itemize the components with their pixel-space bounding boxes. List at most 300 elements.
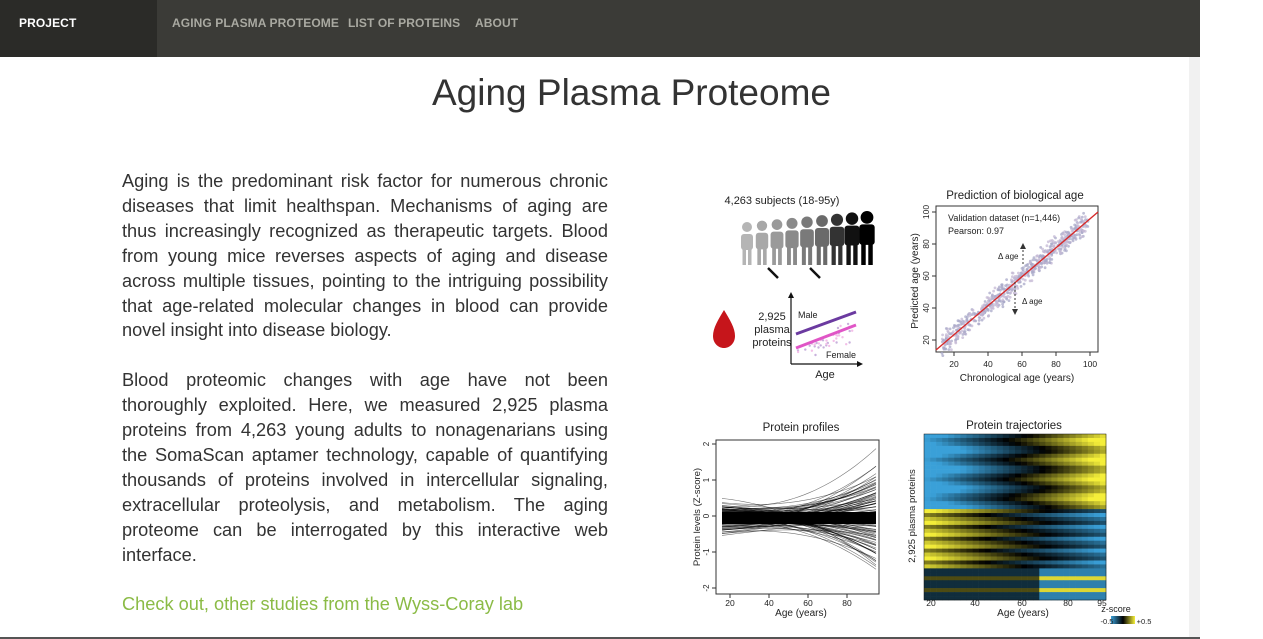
heatmap-cell [1003,553,1009,557]
proteins-word-plasma: plasma [754,324,790,336]
heatmap-cell [1051,533,1057,537]
heatmap-cell [954,477,960,481]
page-title: Aging Plasma Proteome [432,72,831,113]
heatmap-cell [1003,588,1009,592]
heatmap-cell [1045,477,1051,481]
heatmap-cell [1057,576,1063,580]
heatmap-cell [1051,481,1057,485]
heatmap-cell [991,557,997,561]
heatmap-cell [948,470,954,474]
blood-drop-icon [713,310,735,348]
heatmap-cell [1051,537,1057,541]
heatmap-cell [1045,529,1051,533]
person-head [801,217,812,228]
heatmap-cell [1021,458,1027,462]
heatmap-cell [1088,517,1094,521]
heatmap-cell [942,537,948,541]
heatmap-cell [960,517,966,521]
heatmap-cell [985,505,991,509]
heatmap-cell [948,509,954,513]
heatmap-cell [948,434,954,438]
heatmap-cell [1009,592,1015,596]
heatmap-cell [924,525,930,529]
heatmap-cell [979,493,985,497]
heatmap-cell [936,497,942,501]
lab-studies-link[interactable]: Check out, other studies from the Wyss-Coray lab [122,594,524,615]
heatmap-cell [966,470,972,474]
heatmap-cell [948,568,954,572]
heatmap-cell [1039,462,1045,466]
heatmap-cell [1064,580,1070,584]
heatmap-cell [936,477,942,481]
heatmap-cell [1033,529,1039,533]
prediction-dot [1044,266,1047,269]
prediction-dot [1060,251,1063,254]
heatmap-cell [936,576,942,580]
heatmap-cell [1070,517,1076,521]
heatmap-cell [1003,549,1009,553]
person-head [786,218,797,229]
heatmap-cell [1003,485,1009,489]
heatmap-cell [960,481,966,485]
heatmap-cell [1051,462,1057,466]
heatmap-cell [948,525,954,529]
prediction-dot [997,288,1000,291]
prediction-dot [1000,287,1003,290]
heatmap-cell [942,557,948,561]
heatmap-cell [930,501,936,505]
heatmap-cell [1057,474,1063,478]
heatmap-cell [1021,450,1027,454]
heatmap-cell [1076,509,1082,513]
heatmap-cell [1070,576,1076,580]
heatmap-cell [1070,505,1076,509]
heatmap-cell [942,541,948,545]
heatmap-cell [1003,474,1009,478]
heatmap-cell [1045,497,1051,501]
nav-aging-plasma-proteome[interactable]: AGING PLASMA PROTEOME [172,16,339,30]
heatmap-cell [1070,560,1076,564]
person-leg [778,247,782,265]
heatmap-cell [1094,560,1100,564]
heatmap-cell [1033,438,1039,442]
heatmap-cell [973,525,979,529]
heatmap-cell [966,497,972,501]
heatmap-cell [960,533,966,537]
heatmap-cell [1057,568,1063,572]
heatmap-cell [1051,572,1057,576]
heatmap-cell [1070,509,1076,513]
heatmap-cell [960,509,966,513]
heatmap-cell [1015,572,1021,576]
trajectories-title: Protein trajectories [966,420,1062,432]
heatmap-cell [1088,576,1094,580]
heatmap-cell [966,477,972,481]
prediction-dot [952,330,955,333]
heatmap-cell [1076,588,1082,592]
heatmap-cell [960,446,966,450]
heatmap-cell [973,454,979,458]
prediction-dot [988,292,991,295]
heatmap-cell [924,545,930,549]
nav-project-description[interactable]: PROJECT DESCRIPTION [0,0,157,57]
prediction-dot [945,327,948,330]
heatmap-cell [1070,438,1076,442]
heatmap-cell [966,481,972,485]
heatmap-cell [1045,450,1051,454]
heatmap-cell [1009,564,1015,568]
heatmap-cell [954,568,960,572]
x-tick-label: 95 [1097,598,1107,608]
prediction-dot [971,325,974,328]
heatmap-cell [1045,592,1051,596]
heatmap-cell [1094,517,1100,521]
heatmap-cell [979,549,985,553]
heatmap-cell [1082,497,1088,501]
heatmap-cell [960,454,966,458]
heatmap-cell [1003,442,1009,446]
heatmap-cell [973,533,979,537]
heatmap-cell [1070,434,1076,438]
prediction-dot [1062,232,1065,235]
profile-curves [722,449,876,570]
zscore-legend-bar [1111,616,1135,624]
prediction-dot [974,320,977,323]
heatmap-cell [1027,521,1033,525]
heatmap-cell [985,533,991,537]
heatmap-cell [960,580,966,584]
nav-about[interactable]: ABOUT [475,16,519,30]
heatmap-cell [1100,462,1106,466]
heatmap-cell [1045,517,1051,521]
person-icon [741,222,753,265]
heatmap-cell [997,525,1003,529]
heatmap-cell [985,493,991,497]
heatmap-cell [991,470,997,474]
y-tick-label: 2 [702,441,711,447]
heatmap-cell [991,450,997,454]
heatmap-cell [1009,572,1015,576]
person-leg [832,242,836,265]
heatmap-cell [1039,541,1045,545]
heatmap-cell [1051,553,1057,557]
heatmap-cell [1015,477,1021,481]
person-icon [785,218,798,265]
heatmap-cell [1100,545,1106,549]
heatmap-cell [973,557,979,561]
heatmap-cell [1076,576,1082,580]
heatmap-cell [942,450,948,454]
prediction-dot [952,326,955,329]
heatmap-cell [1051,545,1057,549]
heatmap-cell [1064,497,1070,501]
heatmap-cell [1076,442,1082,446]
heatmap-cell [1003,466,1009,470]
heatmap-cell [960,497,966,501]
prediction-dot [1043,251,1046,254]
heatmap-cell [924,584,930,588]
heatmap-cell [979,584,985,588]
heatmap-cell [973,497,979,501]
heatmap-cell [1082,513,1088,517]
heatmap-cell [1094,572,1100,576]
heatmap-cell [1088,481,1094,485]
heatmap-cell [1051,466,1057,470]
heatmap-cell [997,541,1003,545]
delta-age-bottom-label: Δ age [1022,297,1043,306]
prediction-dot [1017,272,1020,275]
heatmap-cell [936,450,942,454]
heatmap-cell [1057,434,1063,438]
heatmap-cell [1076,553,1082,557]
prediction-dot [1006,292,1009,295]
heatmap-cell [942,525,948,529]
heatmap-cell [948,560,954,564]
heatmap-cell [1076,450,1082,454]
prediction-dot [966,328,969,331]
heatmap-cell [966,454,972,458]
heatmap-cell [1088,450,1094,454]
heatmap-cell [1057,466,1063,470]
page-scrollbar[interactable] [1189,57,1200,637]
heatmap-cell [1100,497,1106,501]
heatmap-cell [985,584,991,588]
heatmap-cell [1064,438,1070,442]
heatmap-cell [1082,572,1088,576]
heatmap-cell [1051,446,1057,450]
heatmap-cell [973,438,979,442]
prediction-dot [981,319,984,322]
prediction-dot [992,290,995,293]
heatmap-cell [997,481,1003,485]
heatmap-cell [1045,485,1051,489]
heatmap-cell [948,493,954,497]
male-label: Male [798,310,818,320]
heatmap-cell [1082,549,1088,553]
heatmap-cell [930,438,936,442]
heatmap-cell [942,576,948,580]
heatmap-cell [1082,501,1088,505]
heatmap-cell [1015,493,1021,497]
heatmap-cell [942,545,948,549]
heatmap-cell [1027,517,1033,521]
heatmap-cell [942,446,948,450]
heatmap-cell [1076,513,1082,517]
heatmap-cell [1051,501,1057,505]
heatmap-cell [985,553,991,557]
heatmap-cell [948,533,954,537]
heatmap-cell [1003,596,1009,600]
heatmap-cell [997,489,1003,493]
heatmap-cell [1039,434,1045,438]
heatmap-cell [1076,438,1082,442]
heatmap-cell [985,470,991,474]
heatmap-cell [991,489,997,493]
heatmap-cell [936,529,942,533]
heatmap-cell [1015,568,1021,572]
heatmap-cell [1015,474,1021,478]
heatmap-cell [1064,509,1070,513]
heatmap-cell [954,493,960,497]
heatmap-cell [1039,446,1045,450]
person-leg [772,247,776,265]
y-tick-label: 0 [702,513,711,519]
heatmap-cell [1057,442,1063,446]
heatmap-cell [1003,592,1009,596]
heatmap-cell [1009,450,1015,454]
heatmap-cell [948,513,954,517]
person-torso [771,232,784,249]
heatmap-cell [1088,564,1094,568]
heatmap-cell [991,505,997,509]
heatmap-cell [1027,466,1033,470]
heatmap-cell [930,505,936,509]
heatmap-cell [1021,557,1027,561]
heatmap-cell [954,576,960,580]
heatmap-cell [954,521,960,525]
heatmap-cell [936,541,942,545]
heatmap-cell [1100,560,1106,564]
heatmap-cell [1033,580,1039,584]
heatmap-cell [973,572,979,576]
heatmap-cell [960,525,966,529]
heatmap-cell [1094,497,1100,501]
heatmap-cell [985,564,991,568]
heatmap-cell [1045,525,1051,529]
heatmap-cell [1100,525,1106,529]
heatmap-cell [936,505,942,509]
heatmap-cell [948,438,954,442]
heatmap-cell [1039,458,1045,462]
heatmap-cell [1045,513,1051,517]
heatmap-cell [1088,434,1094,438]
prediction-dot [966,316,969,319]
heatmap-cell [1021,537,1027,541]
mini-x-arrow [857,361,863,367]
heatmap-cell [954,458,960,462]
heatmap-cell [979,564,985,568]
heatmap-cell [942,549,948,553]
heatmap-cell [936,549,942,553]
heatmap-cell [997,497,1003,501]
heatmap-cell [1015,446,1021,450]
heatmap-cell [991,458,997,462]
heatmap-cell [924,568,930,572]
heatmap-cell [924,517,930,521]
heatmap-cell [1094,442,1100,446]
heatmap-cell [966,493,972,497]
heatmap-cell [1094,549,1100,553]
heatmap-cell [1088,509,1094,513]
person-head [742,222,752,232]
heatmap-cell [936,454,942,458]
nav-list-of-proteins[interactable]: LIST OF PROTEINS [348,16,461,30]
heatmap-cell [997,434,1003,438]
person-leg [823,243,827,265]
mini-dot [820,344,822,346]
heatmap-cell [1057,572,1063,576]
heatmap-cell [1064,564,1070,568]
heatmap-cell [997,568,1003,572]
heatmap-cell [936,493,942,497]
prediction-dot [1004,284,1007,287]
heatmap-cell [1094,462,1100,466]
heatmap-cell [954,596,960,600]
heatmap-cell [1076,505,1082,509]
person-leg [853,241,857,265]
heatmap-cell [1015,549,1021,553]
heatmap-cell [973,485,979,489]
heatmap-cell [1100,529,1106,533]
heatmap-cell [1057,541,1063,545]
prediction-dot [1005,278,1008,281]
heatmap-cell [1027,537,1033,541]
heatmap-cell [1082,438,1088,442]
mini-dot [828,345,830,347]
heatmap-cell [1057,477,1063,481]
heatmap-cell [985,497,991,501]
heatmap-cell [1076,557,1082,561]
heatmap-cell [1015,545,1021,549]
heatmap-cell [1003,576,1009,580]
heatmap-cell [1094,564,1100,568]
prediction-dot [977,323,980,326]
heatmap-cell [924,493,930,497]
heatmap-cell [1015,489,1021,493]
heatmap-cell [985,438,991,442]
heatmap-cell [930,477,936,481]
heatmap-cell [1045,541,1051,545]
trajectories-x-label: Age (years) [997,608,1049,619]
intro-paragraph: Aging is the predominant risk factor for numerous chronic diseases that limit healthspan. Mechanisms of aging are thus increasingly recognized as therapeutic targets. Blood from young mice reverses aspects of aging and disease across multiple tissues, pointing to the intriguing possibility that age-related molecular changes in blood can provide novel insight into disease biology. [122,171,608,341]
heatmap-cell [997,513,1003,517]
heatmap-cell [1003,525,1009,529]
heatmap-cell [1015,450,1021,454]
heatmap-cell [1015,485,1021,489]
heatmap-cell [954,450,960,454]
heatmap-cell [1070,513,1076,517]
heatmap-cell [924,450,930,454]
heatmap-cell [997,576,1003,580]
heatmap-cell [991,553,997,557]
heatmap-cell [979,454,985,458]
heatmap-cell [936,560,942,564]
heatmap-cell [1094,537,1100,541]
heatmap-cell [1100,541,1106,545]
proteins-count: 2,925 [758,311,786,323]
heatmap-cell [1082,545,1088,549]
heatmap-cell [979,485,985,489]
heatmap-cell [973,450,979,454]
heatmap-cell [948,517,954,521]
mini-dot [845,343,847,345]
heatmap-cell [966,588,972,592]
person-leg [757,248,761,265]
heatmap-cell [1082,553,1088,557]
heatmap-cell [1027,442,1033,446]
heatmap-cell [985,576,991,580]
heatmap-cell [1076,525,1082,529]
heatmap-cell [1057,493,1063,497]
heatmap-cell [930,450,936,454]
heatmap-cell [1094,501,1100,505]
heatmap-cell [1057,564,1063,568]
prediction-dot [974,312,977,315]
heatmap-cell [960,584,966,588]
heatmap-cell [1009,513,1015,517]
x-tick-label: 80 [1051,359,1061,369]
heatmap-cell [1057,458,1063,462]
